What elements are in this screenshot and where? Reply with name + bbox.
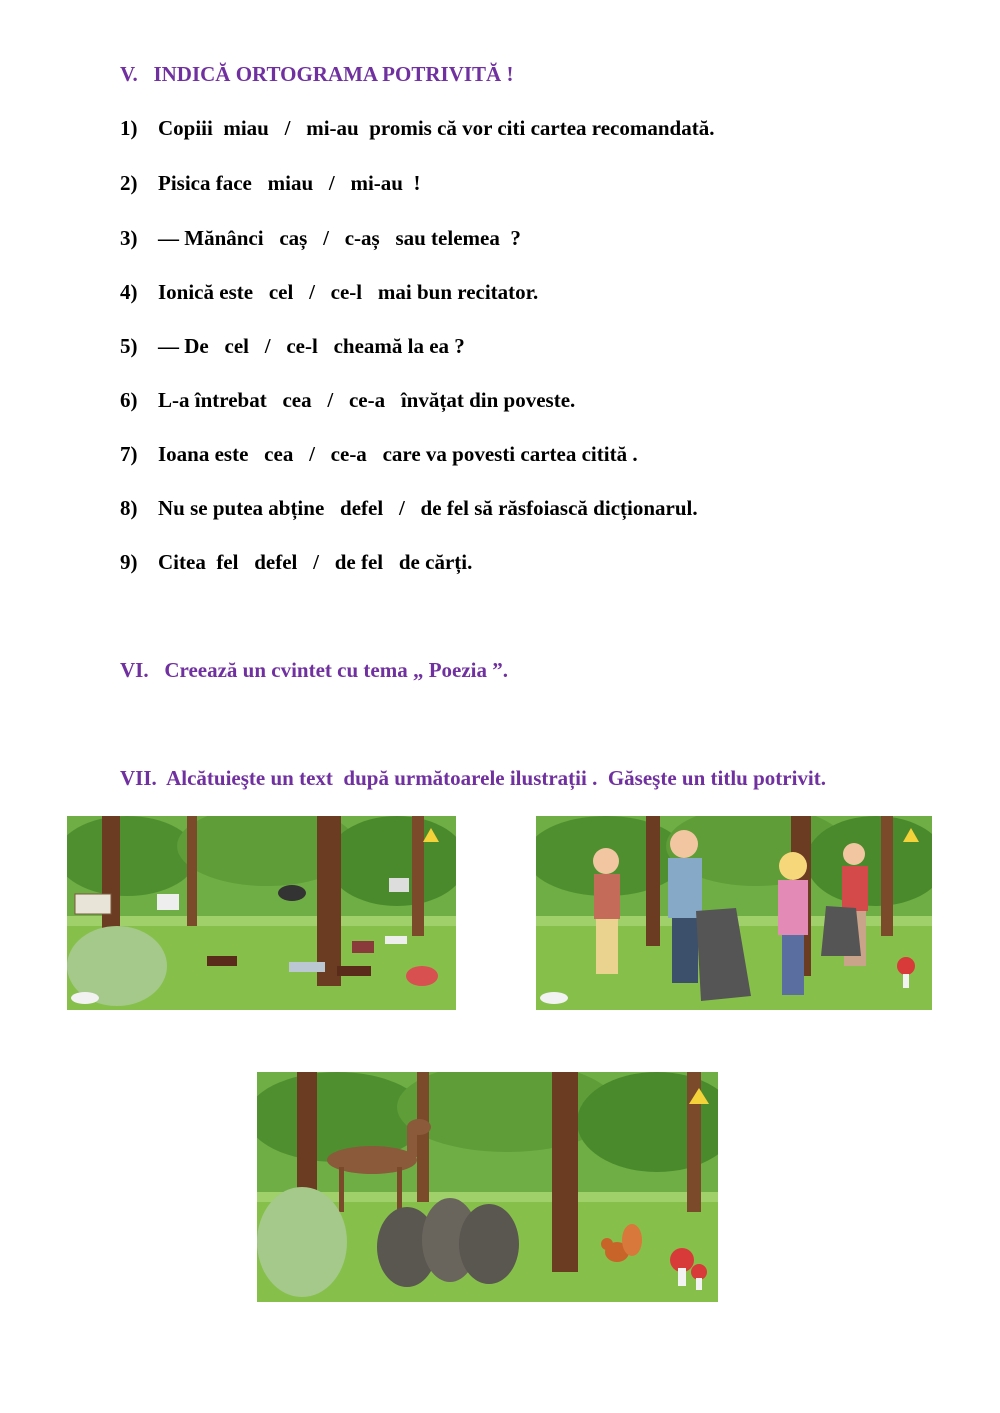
illustration-forest-littered [67,816,456,1010]
option-separator: / [297,550,335,574]
sentence-start: — Mănânci [158,226,280,250]
item-number: 1) [120,116,138,140]
option-b[interactable]: ce-a [348,388,386,412]
option-b[interactable]: ce-l [286,334,318,358]
option-b[interactable]: ce-a [330,442,367,466]
sentence-end: de cărți. [383,550,473,574]
sentence-end: sau telemea ? [379,226,521,250]
item-number: 7) [120,442,138,466]
option-separator: / [248,334,287,358]
exercise-line [120,280,538,305]
option-a[interactable]: cea [282,388,312,412]
sentence-start: Pisica face [158,171,268,195]
item-number: 9) [120,550,138,574]
exercise-line [120,496,698,521]
sentence-end: care va povesti cartea citită . [366,442,638,466]
option-a[interactable]: cel [224,334,249,358]
sentence-end: promis că vor citi cartea recomandată. [358,116,715,140]
sentence-start: Nu se putea abține [158,496,341,520]
sentence-start: — De [158,334,225,358]
sentence-start: Ionică este [158,280,269,304]
option-separator: / [293,280,331,304]
option-b[interactable]: ce-l [330,280,363,304]
section-7-title: VII. Alcătuieşte un text după următoarele ilustrații . Găseşte un titlu potrivit. [120,766,827,790]
item-number: 6) [120,388,138,412]
exercise-line [120,171,420,196]
exercise-line [120,226,521,251]
section-5-title: V. INDICĂ ORTOGRAMA POTRIVITĂ ! [120,62,514,86]
exercise-line [120,442,638,467]
sentence-start: Ioana este [158,442,265,466]
option-a[interactable]: cea [264,442,294,466]
sentence-end: să răsfoiască dicționarul. [468,496,698,520]
option-separator: / [311,388,349,412]
option-b[interactable]: de fel [420,496,469,520]
sentence-start: L-a întrebat [158,388,283,412]
option-a[interactable]: cel [268,280,294,304]
illustration-forest-clean-bags [257,1072,718,1302]
illustration-children-cleaning [536,816,932,1010]
exercise-line [120,116,714,141]
option-a[interactable]: defel [254,550,298,574]
sentence-end: învățat din poveste. [385,388,576,412]
item-number: 2) [120,171,138,195]
section-6-title: VI. Creează un cvintet cu tema „ Poezia ”. [120,658,509,682]
option-separator: / [313,171,351,195]
sentence-end: mai bun recitator. [362,280,539,304]
option-b[interactable]: c-aș [344,226,380,250]
exercise-line [120,388,575,413]
option-separator: / [268,116,307,140]
option-a[interactable]: defel [340,496,384,520]
option-a[interactable]: miau [223,116,269,140]
option-a[interactable]: miau [267,171,314,195]
exercise-line [120,550,472,575]
sentence-start: Citea fel [158,550,255,574]
option-a[interactable]: caș [279,226,308,250]
item-number: 5) [120,334,138,358]
sentence-start: Copiii [158,116,224,140]
exercise-line [120,334,465,359]
option-b[interactable]: de fel [334,550,384,574]
item-number: 4) [120,280,138,304]
sentence-end: ! [402,171,421,195]
option-separator: / [293,442,331,466]
option-b[interactable]: mi-au [306,116,359,140]
item-number: 8) [120,496,138,520]
option-separator: / [383,496,421,520]
item-number: 3) [120,226,138,250]
sentence-end: cheamă la ea ? [317,334,465,358]
option-separator: / [307,226,345,250]
option-b[interactable]: mi-au [350,171,403,195]
